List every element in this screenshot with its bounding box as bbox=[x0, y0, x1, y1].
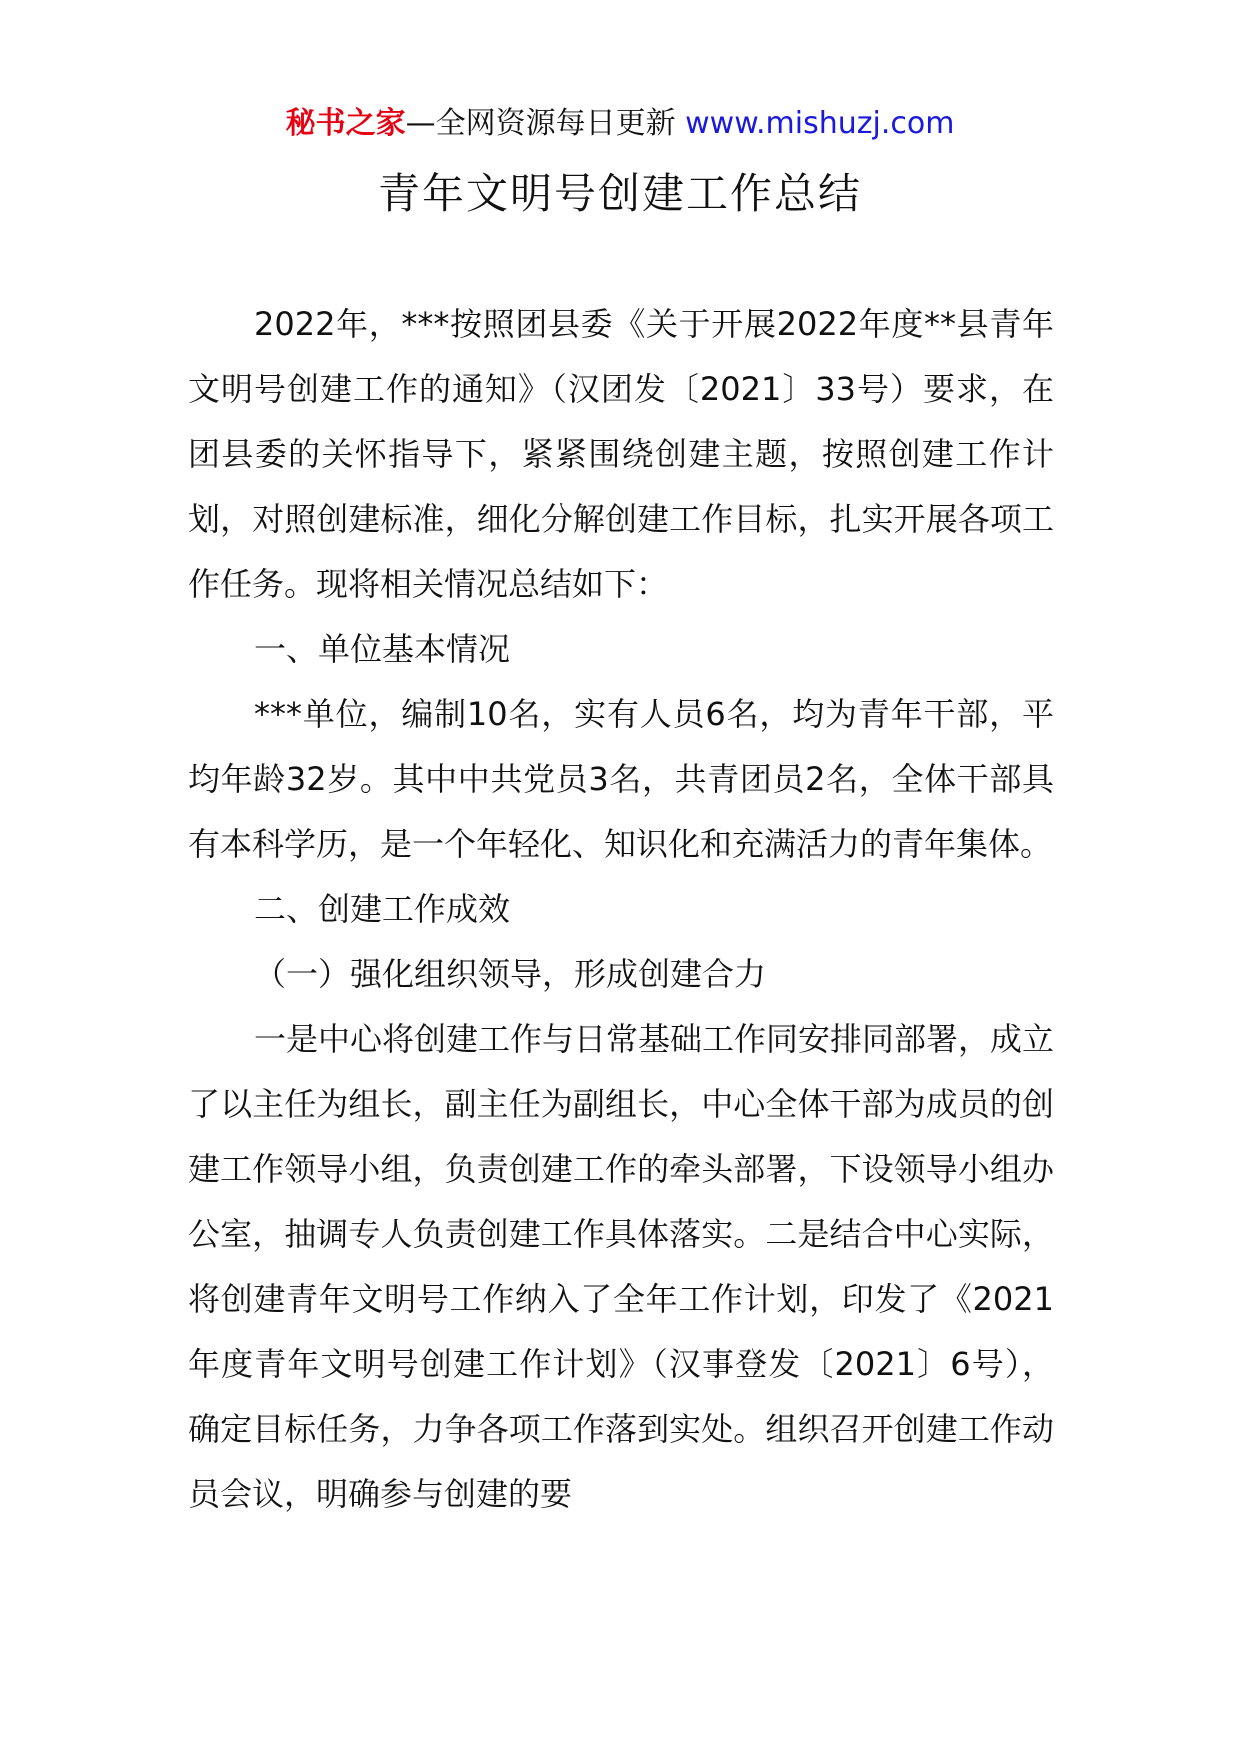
document-title: 青年文明号创建工作总结 bbox=[377, 169, 862, 218]
heading-achievements: 二、创建工作成效 bbox=[254, 890, 511, 928]
site-header bbox=[0, 104, 1240, 144]
site-tagline: —全网资源每日更新 bbox=[405, 106, 686, 141]
paragraph-leadership: 一是中心将创建工作与日常基础工作同安排同部署，成立了以主任为组长，副主任为副组长，中心全体干部为成员的创建工作领导小组，负责创建工作的牵头部署，下设领导小组办公室，抽调专人负责创建工作具体落实。二是结合中心实际，将创建青年文明号工作纳入了全年工作计划，印发了《2021年度青年文明号创建工作计划》（汉事登发〔2021〕6号），确定目标任务，力争各项工作落到实处。组织召开创建工作动员会议，明确参与创建的要 bbox=[188, 1020, 1055, 1513]
subheading-leadership: （一）强化组织领导，形成创建合力 bbox=[254, 955, 767, 993]
document-body bbox=[188, 292, 1054, 1527]
site-url-link[interactable]: www.mishuzj.com bbox=[685, 106, 955, 141]
paragraph-unit-overview: ***单位，编制10名，实有人员6名，均为青年干部，平均年龄32岁。其中中共党员3名，共青团员2名，全体干部具有本科学历，是一个年轻化、知识化和充满活力的青年集体。 bbox=[188, 695, 1054, 863]
heading-unit-overview: 一、单位基本情况 bbox=[254, 630, 511, 668]
paragraph-intro: 2022年，***按照团县委《关于开展2022年度**县青年文明号创建工作的通知》（汉团发〔2021〕33号）要求，在团县委的关怀指导下，紧紧围绕创建主题，按照创建工作计划，对照创建标准，细化分解创建工作目标，扎实开展各项工作任务。现将相关情况总结如下： bbox=[188, 305, 1054, 603]
site-brand: 秘书之家 bbox=[285, 106, 406, 141]
